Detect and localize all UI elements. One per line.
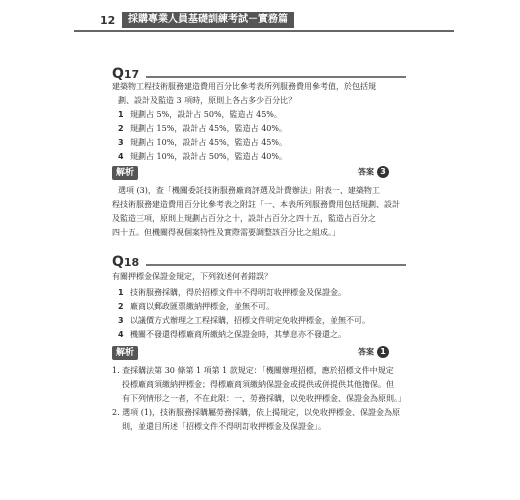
explanation-18-line-5: 則，並還目所述「招標文件不得明訂收押標金及保證金」。: [122, 422, 326, 431]
question-18-label: [112, 254, 139, 270]
option-number: 4: [118, 152, 124, 161]
page-header: [74, 10, 434, 32]
question-letter: Q: [112, 254, 124, 270]
answer-18: [358, 346, 389, 358]
option-text: 規劃占 15%，設計占 45%，監造占 40%。: [130, 124, 287, 133]
option-number: 1: [118, 110, 124, 119]
option-17-1: [118, 108, 282, 122]
option-number: 3: [118, 316, 124, 325]
explanation-18-line-4: 2. 選項 (1)，技術服務採購屬勞務採購，依上揭規定，以免收押標金、保證金為原: [112, 408, 401, 417]
option-number: 4: [118, 330, 124, 339]
option-text: 規劃占 10%，設計占 50%，監造占 40%。: [130, 152, 287, 161]
answer-number: 3: [377, 166, 389, 178]
option-number: 2: [118, 302, 124, 311]
question-18-rule: [146, 264, 406, 266]
explanation-badge-18: 解析: [112, 346, 138, 360]
question-number: 18: [123, 256, 140, 269]
question-letter: Q: [112, 66, 124, 82]
option-text: 技術服務採購，得於招標文件中不得明訂收押標金及保證金。: [130, 288, 346, 297]
explanation-18-line-1: 1. 查採購法第 30 條第 1 項第 1 款規定：「機關辦理招標，應於招標文件中規定: [112, 366, 394, 375]
option-number: 2: [118, 124, 124, 133]
option-text: 規劃占 5%，設計占 50%，監造占 45%。: [130, 110, 282, 119]
option-18-1: [118, 286, 346, 300]
answer-17: [358, 166, 389, 178]
option-text: 規劃占 10%，設計占 45%，監造占 45%。: [130, 138, 287, 147]
question-number: 17: [123, 68, 140, 81]
header-rule: [74, 30, 454, 32]
option-text: 機關不發還得標廠商所繳納之保證金時，其孳息亦不發還之。: [130, 330, 346, 339]
explanation-17-line-2: 程技術服務建造費用百分比參考表之附註「一、本表所列服務費用包括規劃、設計: [112, 200, 400, 209]
option-18-2: [118, 300, 274, 314]
explanation-18-line-3: 有下列情形之一者，不在此限：一、勞務採購，以免收押標金、保證金為原則。」: [122, 394, 406, 403]
explanation-17-line-4: 四十五。但機關得視個案特性及實際需要調整該百分比之組成。」: [112, 228, 340, 237]
answer-label: 答案: [358, 167, 374, 177]
option-18-4: [118, 328, 346, 342]
option-17-2: [118, 122, 287, 136]
option-number: 1: [118, 288, 124, 297]
option-text: 以議價方式辦理之工程採購，招標文件明定免收押標金，並無不可。: [130, 316, 370, 325]
question-17-rule: [146, 76, 406, 78]
answer-number: 1: [377, 346, 389, 358]
explanation-17-line-1: 選項 (3)，查「機關委託技術服務廠商評選及計費辦法」附表一、建築物工: [118, 186, 380, 195]
option-18-3: [118, 314, 370, 328]
option-17-4: [118, 150, 287, 164]
option-17-3: [118, 136, 287, 150]
answer-label: 答案: [358, 347, 374, 357]
explanation-17-line-3: 及監造三項，原則上規劃占百分之十，設計占百分之四十五，監造占百分之: [112, 214, 376, 223]
question-17-line-2: 劃、設計及監造 3 項時，原則上各占多少百分比？: [118, 96, 297, 105]
option-number: 3: [118, 138, 124, 147]
option-text: 廠商以郵政匯票繳納押標金，並無不可。: [130, 302, 274, 311]
page-number: 12: [100, 14, 116, 27]
explanation-badge-17: 解析: [112, 166, 138, 180]
book-title: 採購專業人員基礎訓練考試－實務篇: [122, 12, 294, 28]
question-18-line-1: 有關押標金保證金規定，下列敘述何者錯誤？: [112, 272, 272, 281]
question-17-line-1: 建築物工程技術服務建造費用百分比參考表所列服務費用參考值，於包括規: [112, 82, 376, 91]
explanation-18-line-2: 投標廠商須繳納押標金；得標廠商須繳納保證金或提供或併提供其他擔保。但: [122, 380, 394, 389]
